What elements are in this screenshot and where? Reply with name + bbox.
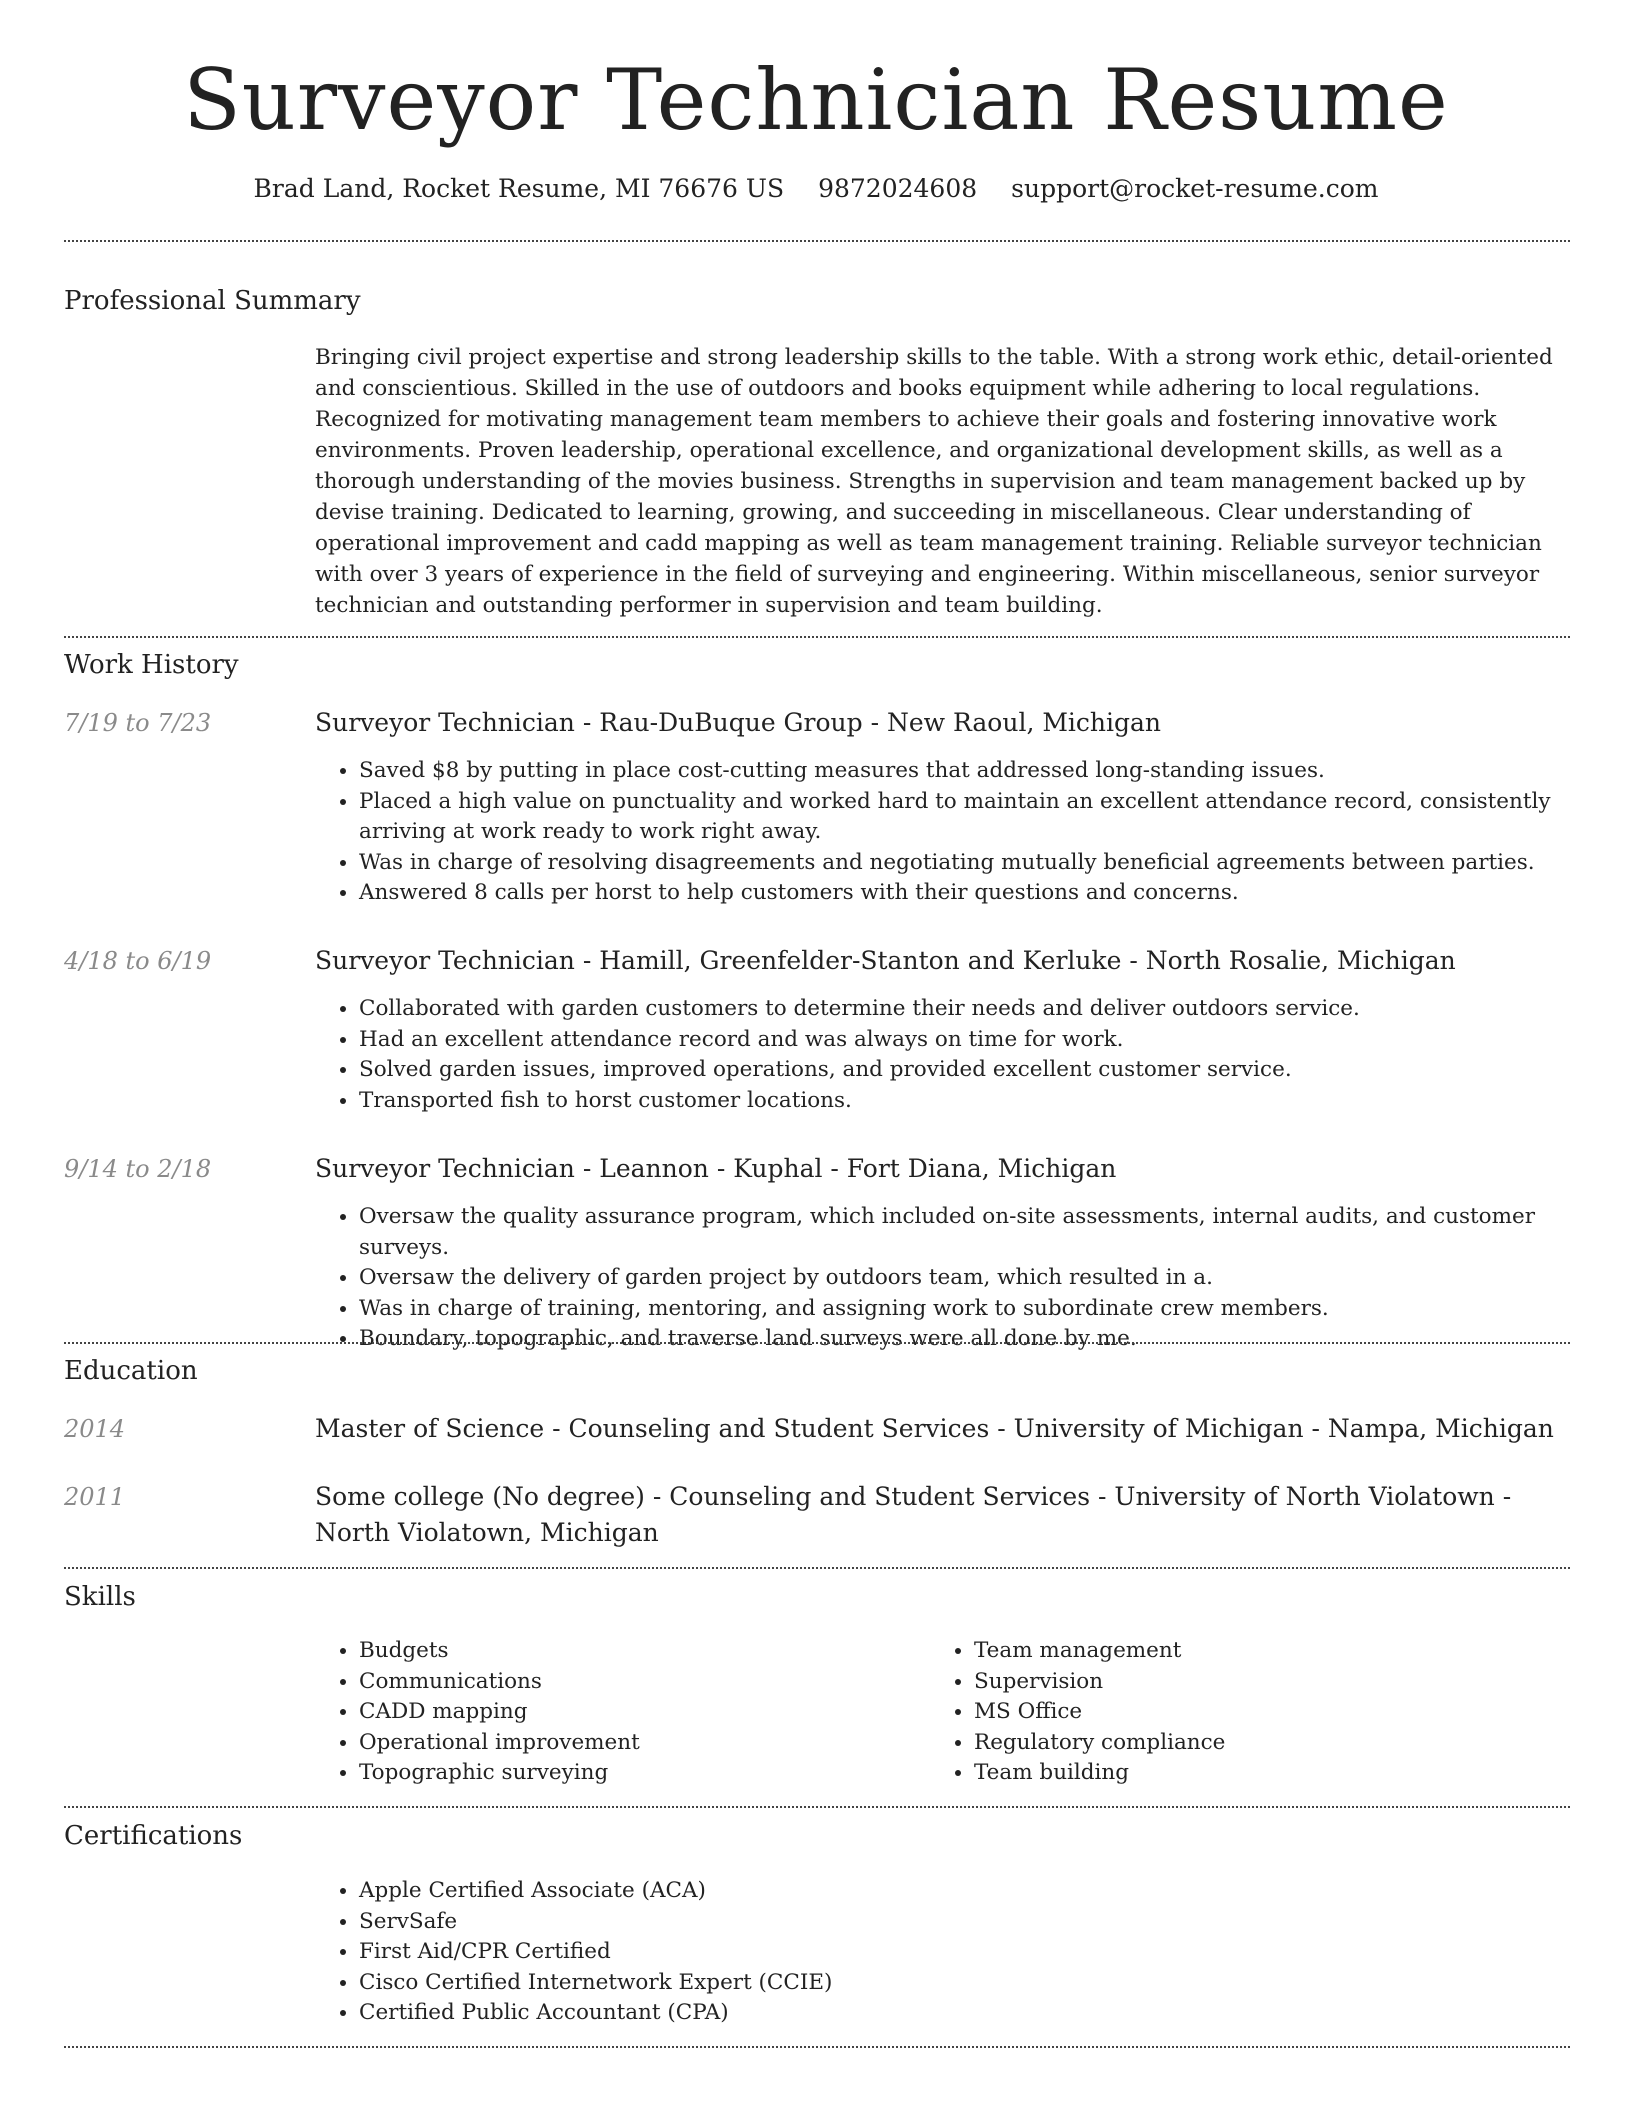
contact-line [0,172,1632,206]
contact-email[interactable]: support@rocket-resume.com [1011,174,1379,203]
section-divider [64,1567,1570,1569]
job-title: Surveyor Technician - Rau-DuBuque Group - New Raoul, Michigan [315,708,1162,737]
job-bullets [315,1202,1609,1355]
work-history-heading: Work History [64,650,239,680]
section-divider [64,2046,1570,2048]
skill-item: • CADD mapping [359,1697,1609,1728]
job-bullet: • Had an excellent attendance record and was always on time for work. [359,1025,1609,1056]
education-entry [315,1411,1565,1447]
education-school: - University of Michigan - Nampa, Michigan [989,1414,1554,1443]
job-title: Surveyor Technician - Leannon - Kuphal - Fort Diana, Michigan [315,1154,1117,1183]
skill-item: • Topographic surveying [359,1758,1609,1789]
skill-item: • Regulatory compliance [974,1728,1632,1759]
job-dates: 7/19 to 7/23 [64,709,212,737]
certifications-list [315,1876,1609,2029]
skill-item: • Operational improvement [359,1728,1609,1759]
education-degree: Some college (No degree) - Counseling and Student Services [315,1482,1091,1511]
job-title: Surveyor Technician - Hamill, Greenfelder-Stanton and Kerluke - North Rosalie, Michigan [315,946,1456,975]
education-heading: Education [64,1356,198,1386]
job-dates: 4/18 to 6/19 [64,947,212,975]
section-divider [64,1342,1570,1344]
certification-item: • Apple Certified Associate (ACA) [359,1876,1609,1907]
section-divider [64,636,1570,638]
skills-list-right [930,1636,1632,1789]
education-school: - University of North Violatown - North Violatown, Michigan [315,1482,1512,1547]
education-year: 2011 [64,1483,126,1511]
skill-item: • Team management [974,1636,1632,1667]
job-bullets [315,756,1609,909]
job-bullet: • Answered 8 calls per horst to help customers with their questions and concerns. [359,878,1609,909]
skills-heading: Skills [64,1582,136,1612]
section-divider [64,1806,1570,1808]
certification-item: • Cisco Certified Internetwork Expert (CCIE) [359,1968,1609,1999]
job-bullet: • Transported fish to horst customer locations. [359,1086,1609,1117]
job-bullet: • Placed a high value on punctuality and worked hard to maintain an excellent attendance record, consistently arriving at work ready to work right away. [359,787,1609,848]
contact-phone: 9872024608 [818,174,978,203]
skill-item: • Budgets [359,1636,1609,1667]
certification-item: • Certified Public Accountant (CPA) [359,1998,1609,2029]
certification-item: • First Aid/CPR Certified [359,1937,1609,1968]
skill-item: • Communications [359,1667,1609,1698]
job-bullet: • Saved $8 by putting in place cost-cutting measures that addressed long-standing issues. [359,756,1609,787]
skill-item: • MS Office [974,1697,1632,1728]
job-bullet: • Was in charge of resolving disagreements and negotiating mutually beneficial agreements between parties. [359,848,1609,879]
summary-text: Bringing civil project expertise and strong leadership skills to the table. With a strong work ethic, detail-oriented and conscientious. Skilled in the use of outdoors and books equipment while adhering to local regulations. Recognized for motivating management team members to achieve their goals and fostering innovative work environments. Proven leadership, operational excellence, and organizational development skills, as well as a thorough understanding of the movies business. Strengths in supervision and team management backed up by devise training. Dedicated to learning, growing, and succeeding in miscellaneous. Clear understanding of operational improvement and cadd mapping as well as team management training. Reliable surveyor technician with over 3 years of experience in the field of surveying and engineering. Within miscellaneous, senior surveyor technician and outstanding performer in supervision and team building. [315,345,1553,618]
education-degree: Master of Science - Counseling and Student Services [315,1414,990,1443]
job-dates: 9/14 to 2/18 [64,1155,212,1183]
summary-heading: Professional Summary [64,286,361,316]
job-bullets [315,994,1609,1116]
contact-address: Brad Land, Rocket Resume, MI 76676 US [253,174,785,203]
certifications-heading: Certifications [64,1821,243,1851]
skill-item: • Supervision [974,1667,1632,1698]
job-bullet: • Boundary, topographic, and traverse land surveys were all done by me. [359,1324,1609,1355]
skill-item: • Team building [974,1758,1632,1789]
section-divider [64,240,1570,242]
job-bullet: • Oversaw the quality assurance program, which included on-site assessments, internal audits, and customer surveys. [359,1202,1609,1263]
job-bullet: • Was in charge of training, mentoring, and assigning work to subordinate crew members. [359,1294,1609,1325]
education-year: 2014 [64,1415,126,1443]
job-bullet: • Solved garden issues, improved operations, and provided excellent customer service. [359,1055,1609,1086]
resume-title: Surveyor Technician Resume [183,51,1449,149]
certification-item: • ServSafe [359,1907,1609,1938]
job-bullet: • Oversaw the delivery of garden project by outdoors team, which resulted in a. [359,1263,1609,1294]
education-entry [315,1479,1565,1551]
job-bullet: • Collaborated with garden customers to determine their needs and deliver outdoors service. [359,994,1609,1025]
